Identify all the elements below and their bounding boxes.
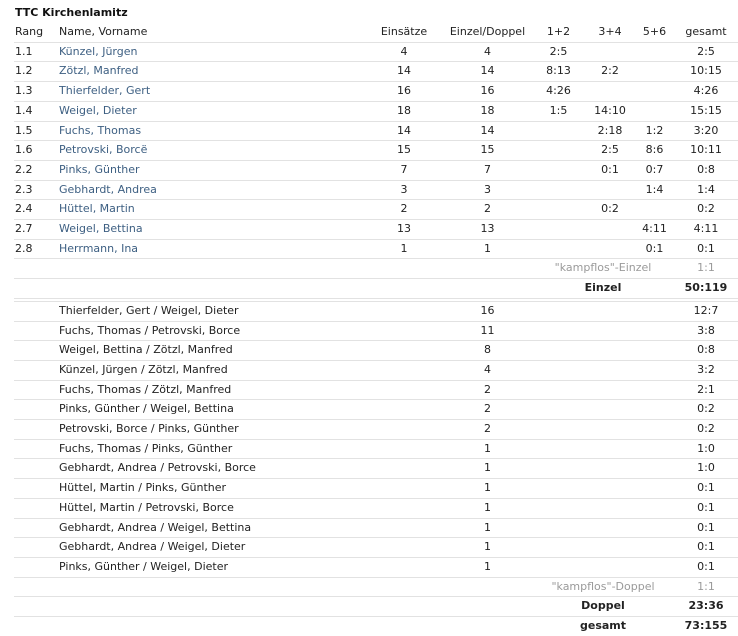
einzel-total-row-value: 50:119 bbox=[673, 279, 738, 299]
player-gesamt: 4:26 bbox=[673, 82, 738, 102]
double-p56-empty bbox=[636, 321, 673, 341]
double-p12-empty bbox=[533, 538, 584, 558]
doppel-kampflos-row-label: "kampflos"-Doppel bbox=[533, 577, 673, 597]
player-rang: 1.4 bbox=[14, 101, 59, 121]
double-p56-empty bbox=[636, 518, 673, 538]
double-einsaetze-empty bbox=[366, 341, 442, 361]
double-p56-empty bbox=[636, 360, 673, 380]
double-count: 1 bbox=[442, 557, 533, 577]
double-p34-empty bbox=[584, 479, 636, 499]
double-p56-empty bbox=[636, 380, 673, 400]
double-count: 1 bbox=[442, 538, 533, 558]
double-p12-empty bbox=[533, 518, 584, 538]
player-p56 bbox=[636, 101, 673, 121]
double-p34-empty bbox=[584, 557, 636, 577]
player-p34: 14:10 bbox=[584, 101, 636, 121]
player-einsaetze: 2 bbox=[366, 200, 442, 220]
double-p34-empty bbox=[584, 341, 636, 361]
double-row bbox=[14, 400, 738, 420]
einzel-kampflos-row-label: "kampflos"-Einzel bbox=[533, 259, 673, 279]
player-einsaetze: 4 bbox=[366, 42, 442, 62]
player-p56: 1:4 bbox=[636, 180, 673, 200]
double-row bbox=[14, 360, 738, 380]
player-p34: 0:1 bbox=[584, 160, 636, 180]
col-header-einsaetze: Einsätze bbox=[366, 23, 442, 42]
double-p12-empty bbox=[533, 439, 584, 459]
double-p56-empty bbox=[636, 557, 673, 577]
player-p12 bbox=[533, 180, 584, 200]
double-gesamt: 0:1 bbox=[673, 479, 738, 499]
double-rang-empty bbox=[14, 380, 59, 400]
double-gesamt: 0:1 bbox=[673, 557, 738, 577]
double-p34-empty bbox=[584, 380, 636, 400]
double-rang-empty bbox=[14, 301, 59, 321]
player-name-link[interactable]: Gebhardt, Andrea bbox=[59, 180, 366, 200]
double-einsaetze-empty bbox=[366, 498, 442, 518]
player-einzel: 4 bbox=[442, 42, 533, 62]
double-p34-empty bbox=[584, 538, 636, 558]
player-p12 bbox=[533, 200, 584, 220]
double-gesamt: 0:1 bbox=[673, 538, 738, 558]
double-row bbox=[14, 538, 738, 558]
player-row bbox=[14, 62, 738, 82]
double-row bbox=[14, 498, 738, 518]
double-p34-empty bbox=[584, 518, 636, 538]
einzel-kampflos-row-value: 1:1 bbox=[673, 259, 738, 279]
player-name-link[interactable]: Herrmann, Ina bbox=[59, 239, 366, 259]
double-gesamt: 0:8 bbox=[673, 341, 738, 361]
double-rang-empty bbox=[14, 400, 59, 420]
player-p12: 8:13 bbox=[533, 62, 584, 82]
player-einsaetze: 13 bbox=[366, 220, 442, 240]
player-p56 bbox=[636, 82, 673, 102]
double-row bbox=[14, 301, 738, 321]
player-einzel: 3 bbox=[442, 180, 533, 200]
doppel-kampflos-row-spacer bbox=[14, 577, 533, 597]
player-p34 bbox=[584, 42, 636, 62]
grand-total-row-spacer bbox=[14, 617, 533, 636]
player-einsaetze: 14 bbox=[366, 121, 442, 141]
double-count: 11 bbox=[442, 321, 533, 341]
double-rang-empty bbox=[14, 479, 59, 499]
double-p56-empty bbox=[636, 459, 673, 479]
double-p12-empty bbox=[533, 557, 584, 577]
player-einsaetze: 18 bbox=[366, 101, 442, 121]
double-einsaetze-empty bbox=[366, 360, 442, 380]
player-name-link[interactable]: Hüttel, Martin bbox=[59, 200, 366, 220]
double-p12-empty bbox=[533, 301, 584, 321]
double-row bbox=[14, 479, 738, 499]
player-p56 bbox=[636, 42, 673, 62]
player-einzel: 13 bbox=[442, 220, 533, 240]
player-einzel: 2 bbox=[442, 200, 533, 220]
player-einsaetze: 15 bbox=[366, 141, 442, 161]
double-rang-empty bbox=[14, 439, 59, 459]
player-name-link[interactable]: Thierfelder, Gert bbox=[59, 82, 366, 102]
double-einsaetze-empty bbox=[366, 380, 442, 400]
player-p34 bbox=[584, 220, 636, 240]
player-gesamt: 3:20 bbox=[673, 121, 738, 141]
player-rang: 2.4 bbox=[14, 200, 59, 220]
player-name-link[interactable]: Weigel, Bettina bbox=[59, 220, 366, 240]
player-gesamt: 0:1 bbox=[673, 239, 738, 259]
double-rang-empty bbox=[14, 341, 59, 361]
doppel-kampflos-row bbox=[14, 577, 738, 597]
double-einsaetze-empty bbox=[366, 439, 442, 459]
double-p12-empty bbox=[533, 341, 584, 361]
player-stats-table bbox=[14, 23, 738, 636]
col-header-p34: 3+4 bbox=[584, 23, 636, 42]
player-einsaetze: 14 bbox=[366, 62, 442, 82]
double-p12-empty bbox=[533, 360, 584, 380]
player-gesamt: 2:5 bbox=[673, 42, 738, 62]
doppel-kampflos-row-value: 1:1 bbox=[673, 577, 738, 597]
grand-total-row-value: 73:155 bbox=[673, 617, 738, 636]
double-pair-name: Thierfelder, Gert / Weigel, Dieter bbox=[59, 301, 366, 321]
player-name-link[interactable]: Fuchs, Thomas bbox=[59, 121, 366, 141]
double-gesamt: 0:1 bbox=[673, 518, 738, 538]
player-p34: 2:2 bbox=[584, 62, 636, 82]
player-p34: 0:2 bbox=[584, 200, 636, 220]
double-gesamt: 12:7 bbox=[673, 301, 738, 321]
player-einzel: 1 bbox=[442, 239, 533, 259]
double-gesamt: 3:8 bbox=[673, 321, 738, 341]
double-p56-empty bbox=[636, 420, 673, 440]
player-p56: 0:7 bbox=[636, 160, 673, 180]
double-count: 1 bbox=[442, 439, 533, 459]
player-rang: 2.2 bbox=[14, 160, 59, 180]
col-header-name: Name, Vorname bbox=[59, 23, 366, 42]
double-row bbox=[14, 420, 738, 440]
double-row bbox=[14, 459, 738, 479]
double-pair-name: Künzel, Jürgen / Zötzl, Manfred bbox=[59, 360, 366, 380]
double-einsaetze-empty bbox=[366, 420, 442, 440]
double-rang-empty bbox=[14, 518, 59, 538]
double-einsaetze-empty bbox=[366, 301, 442, 321]
double-pair-name: Weigel, Bettina / Zötzl, Manfred bbox=[59, 341, 366, 361]
double-p34-empty bbox=[584, 498, 636, 518]
player-einsaetze: 3 bbox=[366, 180, 442, 200]
player-p34: 2:5 bbox=[584, 141, 636, 161]
double-p56-empty bbox=[636, 400, 673, 420]
double-einsaetze-empty bbox=[366, 479, 442, 499]
player-p56: 1:2 bbox=[636, 121, 673, 141]
double-p56-empty bbox=[636, 498, 673, 518]
double-row bbox=[14, 341, 738, 361]
player-name-link[interactable]: Zötzl, Manfred bbox=[59, 62, 366, 82]
team-title: TTC Kirchenlamitz bbox=[15, 6, 128, 19]
player-rang: 2.7 bbox=[14, 220, 59, 240]
double-rang-empty bbox=[14, 360, 59, 380]
doppel-total-row-label: Doppel bbox=[533, 597, 673, 617]
player-p56 bbox=[636, 200, 673, 220]
double-count: 1 bbox=[442, 459, 533, 479]
einzel-total-row-label: Einzel bbox=[533, 279, 673, 299]
double-rang-empty bbox=[14, 321, 59, 341]
double-gesamt: 0:2 bbox=[673, 420, 738, 440]
einzel-kampflos-row-spacer bbox=[14, 259, 533, 279]
player-p56: 0:1 bbox=[636, 239, 673, 259]
player-gesamt: 10:15 bbox=[673, 62, 738, 82]
double-p12-empty bbox=[533, 420, 584, 440]
double-count: 2 bbox=[442, 400, 533, 420]
player-gesamt: 0:8 bbox=[673, 160, 738, 180]
player-einzel: 18 bbox=[442, 101, 533, 121]
player-einzel: 7 bbox=[442, 160, 533, 180]
double-p12-empty bbox=[533, 380, 584, 400]
double-row bbox=[14, 439, 738, 459]
player-rang: 1.1 bbox=[14, 42, 59, 62]
double-p12-empty bbox=[533, 479, 584, 499]
player-einzel: 15 bbox=[442, 141, 533, 161]
double-p12-empty bbox=[533, 321, 584, 341]
player-einzel: 16 bbox=[442, 82, 533, 102]
doppel-total-row-spacer bbox=[14, 597, 533, 617]
double-p34-empty bbox=[584, 420, 636, 440]
player-rang: 1.3 bbox=[14, 82, 59, 102]
player-rang: 1.5 bbox=[14, 121, 59, 141]
player-rang: 1.6 bbox=[14, 141, 59, 161]
player-p12 bbox=[533, 141, 584, 161]
double-einsaetze-empty bbox=[366, 400, 442, 420]
doppel-total-row bbox=[14, 597, 738, 617]
double-count: 1 bbox=[442, 518, 533, 538]
player-name-link[interactable]: Petrovski, Borcë bbox=[59, 141, 366, 161]
player-p34 bbox=[584, 180, 636, 200]
table-body bbox=[14, 42, 738, 636]
double-p56-empty bbox=[636, 538, 673, 558]
double-p56-empty bbox=[636, 479, 673, 499]
double-einsaetze-empty bbox=[366, 557, 442, 577]
player-name-link[interactable]: Weigel, Dieter bbox=[59, 101, 366, 121]
double-pair-name: Pinks, Günther / Weigel, Dieter bbox=[59, 557, 366, 577]
double-p34-empty bbox=[584, 301, 636, 321]
double-row bbox=[14, 380, 738, 400]
player-name-link[interactable]: Künzel, Jürgen bbox=[59, 42, 366, 62]
double-gesamt: 3:2 bbox=[673, 360, 738, 380]
double-p12-empty bbox=[533, 400, 584, 420]
player-p12: 4:26 bbox=[533, 82, 584, 102]
player-einzel: 14 bbox=[442, 121, 533, 141]
double-gesamt: 0:1 bbox=[673, 498, 738, 518]
double-einsaetze-empty bbox=[366, 321, 442, 341]
player-row bbox=[14, 200, 738, 220]
player-gesamt: 10:11 bbox=[673, 141, 738, 161]
double-pair-name: Fuchs, Thomas / Zötzl, Manfred bbox=[59, 380, 366, 400]
double-p34-empty bbox=[584, 321, 636, 341]
player-p12: 1:5 bbox=[533, 101, 584, 121]
player-einzel: 14 bbox=[442, 62, 533, 82]
table-header-row bbox=[14, 23, 738, 42]
col-header-rang: Rang bbox=[14, 23, 59, 42]
player-row bbox=[14, 180, 738, 200]
double-p56-empty bbox=[636, 341, 673, 361]
col-header-p56: 5+6 bbox=[636, 23, 673, 42]
double-rang-empty bbox=[14, 420, 59, 440]
player-p34 bbox=[584, 82, 636, 102]
player-row bbox=[14, 160, 738, 180]
player-row bbox=[14, 101, 738, 121]
player-rang: 2.3 bbox=[14, 180, 59, 200]
double-pair-name: Fuchs, Thomas / Pinks, Günther bbox=[59, 439, 366, 459]
double-rang-empty bbox=[14, 459, 59, 479]
double-pair-name: Pinks, Günther / Weigel, Bettina bbox=[59, 400, 366, 420]
col-header-einzel-doppel: Einzel/Doppel bbox=[442, 23, 533, 42]
player-name-link[interactable]: Pinks, Günther bbox=[59, 160, 366, 180]
einzel-total-row bbox=[14, 279, 738, 299]
double-rang-empty bbox=[14, 538, 59, 558]
player-einsaetze: 7 bbox=[366, 160, 442, 180]
double-count: 16 bbox=[442, 301, 533, 321]
player-p12: 2:5 bbox=[533, 42, 584, 62]
player-gesamt: 1:4 bbox=[673, 180, 738, 200]
double-count: 1 bbox=[442, 498, 533, 518]
player-einsaetze: 16 bbox=[366, 82, 442, 102]
player-row bbox=[14, 141, 738, 161]
player-row bbox=[14, 239, 738, 259]
player-einsaetze: 1 bbox=[366, 239, 442, 259]
player-rang: 2.8 bbox=[14, 239, 59, 259]
player-p12 bbox=[533, 220, 584, 240]
double-p34-empty bbox=[584, 400, 636, 420]
player-row bbox=[14, 82, 738, 102]
double-gesamt: 1:0 bbox=[673, 459, 738, 479]
double-p12-empty bbox=[533, 459, 584, 479]
player-gesamt: 0:2 bbox=[673, 200, 738, 220]
double-count: 2 bbox=[442, 380, 533, 400]
double-p56-empty bbox=[636, 439, 673, 459]
grand-total-row-label: gesamt bbox=[533, 617, 673, 636]
double-row bbox=[14, 557, 738, 577]
player-row bbox=[14, 121, 738, 141]
player-p56: 8:6 bbox=[636, 141, 673, 161]
player-row bbox=[14, 42, 738, 62]
double-pair-name: Hüttel, Martin / Petrovski, Borce bbox=[59, 498, 366, 518]
player-gesamt: 4:11 bbox=[673, 220, 738, 240]
double-gesamt: 1:0 bbox=[673, 439, 738, 459]
player-p12 bbox=[533, 121, 584, 141]
player-row bbox=[14, 220, 738, 240]
double-einsaetze-empty bbox=[366, 538, 442, 558]
double-einsaetze-empty bbox=[366, 459, 442, 479]
player-p56: 4:11 bbox=[636, 220, 673, 240]
double-rang-empty bbox=[14, 557, 59, 577]
double-gesamt: 2:1 bbox=[673, 380, 738, 400]
player-p34: 2:18 bbox=[584, 121, 636, 141]
double-row bbox=[14, 518, 738, 538]
double-p34-empty bbox=[584, 439, 636, 459]
player-gesamt: 15:15 bbox=[673, 101, 738, 121]
double-count: 2 bbox=[442, 420, 533, 440]
grand-total-row bbox=[14, 617, 738, 636]
einzel-kampflos-row bbox=[14, 259, 738, 279]
doppel-total-row-value: 23:36 bbox=[673, 597, 738, 617]
double-p12-empty bbox=[533, 498, 584, 518]
col-header-gesamt: gesamt bbox=[673, 23, 738, 42]
double-rang-empty bbox=[14, 498, 59, 518]
double-pair-name: Gebhardt, Andrea / Petrovski, Borce bbox=[59, 459, 366, 479]
double-p34-empty bbox=[584, 459, 636, 479]
double-row bbox=[14, 321, 738, 341]
player-p12 bbox=[533, 160, 584, 180]
col-header-p12: 1+2 bbox=[533, 23, 584, 42]
double-gesamt: 0:2 bbox=[673, 400, 738, 420]
double-pair-name: Gebhardt, Andrea / Weigel, Dieter bbox=[59, 538, 366, 558]
double-count: 8 bbox=[442, 341, 533, 361]
double-pair-name: Hüttel, Martin / Pinks, Günther bbox=[59, 479, 366, 499]
double-pair-name: Petrovski, Borce / Pinks, Günther bbox=[59, 420, 366, 440]
player-rang: 1.2 bbox=[14, 62, 59, 82]
player-p34 bbox=[584, 239, 636, 259]
einzel-total-row-spacer bbox=[14, 279, 533, 299]
double-p34-empty bbox=[584, 360, 636, 380]
double-count: 4 bbox=[442, 360, 533, 380]
double-p56-empty bbox=[636, 301, 673, 321]
player-p56 bbox=[636, 62, 673, 82]
double-pair-name: Gebhardt, Andrea / Weigel, Bettina bbox=[59, 518, 366, 538]
double-count: 1 bbox=[442, 479, 533, 499]
double-pair-name: Fuchs, Thomas / Petrovski, Borce bbox=[59, 321, 366, 341]
player-p12 bbox=[533, 239, 584, 259]
double-einsaetze-empty bbox=[366, 518, 442, 538]
